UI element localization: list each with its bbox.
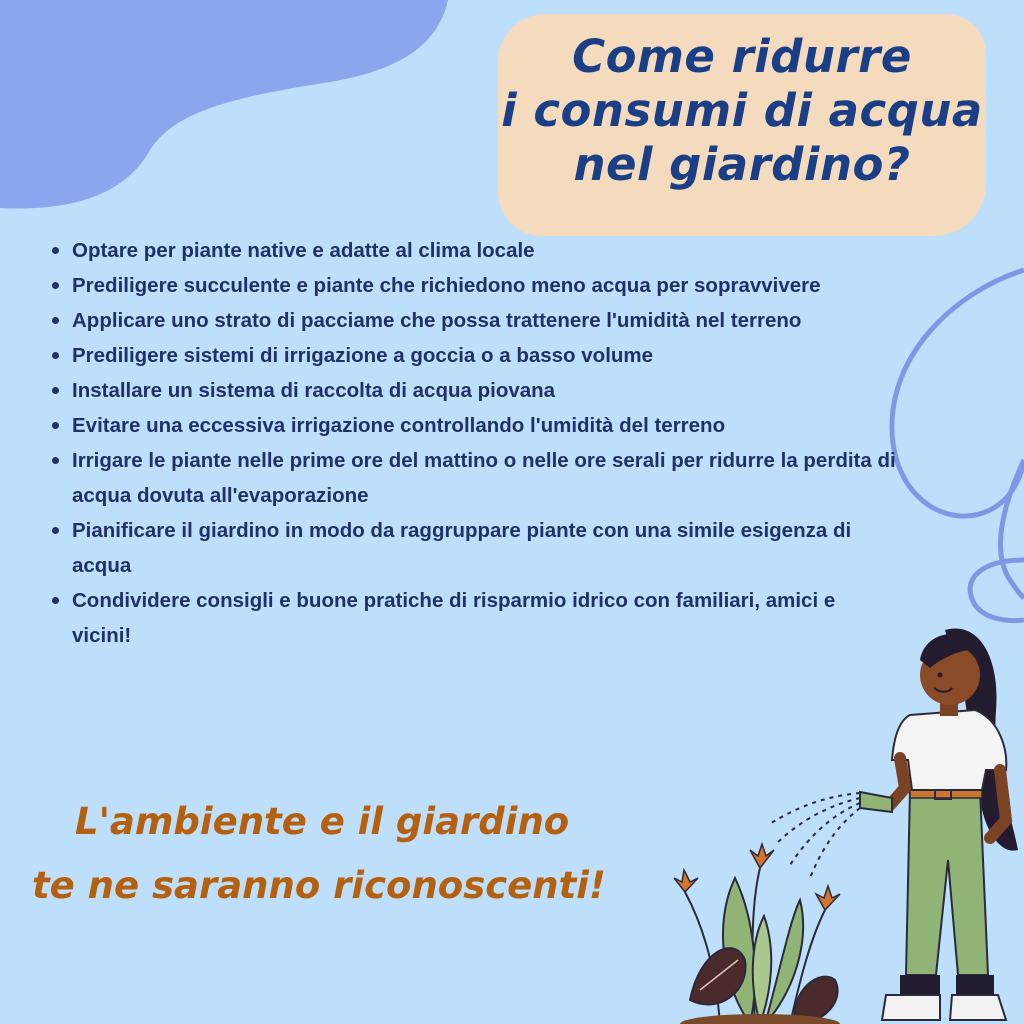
list-item: Prediligere succulente e piante che richiedono meno acqua per sopravvivere	[48, 268, 898, 303]
list-item: Installare un sistema di raccolta di acqua piovana	[48, 373, 898, 408]
list-item: Irrigare le piante nelle prime ore del mattino o nelle ore serali per ridurre la perdita di acqua dovuta all'evaporazione	[48, 443, 898, 513]
title-line: i consumi di acqua	[501, 84, 983, 137]
title-line: nel giardino?	[573, 138, 911, 191]
list-item: Prediligere sistemi di irrigazione a goccia o a basso volume	[48, 338, 898, 373]
woman-watering-icon	[760, 620, 1024, 1024]
list-item: Applicare uno strato di pacciame che possa trattenere l'umidità nel terreno	[48, 303, 898, 338]
list-item: Optare per piante native e adatte al clima locale	[48, 233, 898, 268]
title-line: Come ridurre	[572, 30, 912, 83]
tagline	[20, 790, 670, 918]
decorative-blob	[0, 0, 460, 215]
list-item: Evitare una eccessiva irrigazione controllando l'umidità del terreno	[48, 408, 898, 443]
tips-list	[48, 233, 898, 653]
tagline-line: L'ambiente e il giardino	[75, 800, 570, 843]
decorative-loops	[880, 260, 1024, 640]
list-item: Condividere consigli e buone pratiche di risparmio idrico con familiari, amici e vicini!	[48, 583, 898, 653]
tagline-line: te ne saranno riconoscenti!	[32, 864, 606, 907]
list-item: Pianificare il giardino in modo da raggruppare piante con una simile esigenza di acqua	[48, 513, 898, 583]
page-title	[498, 30, 986, 192]
